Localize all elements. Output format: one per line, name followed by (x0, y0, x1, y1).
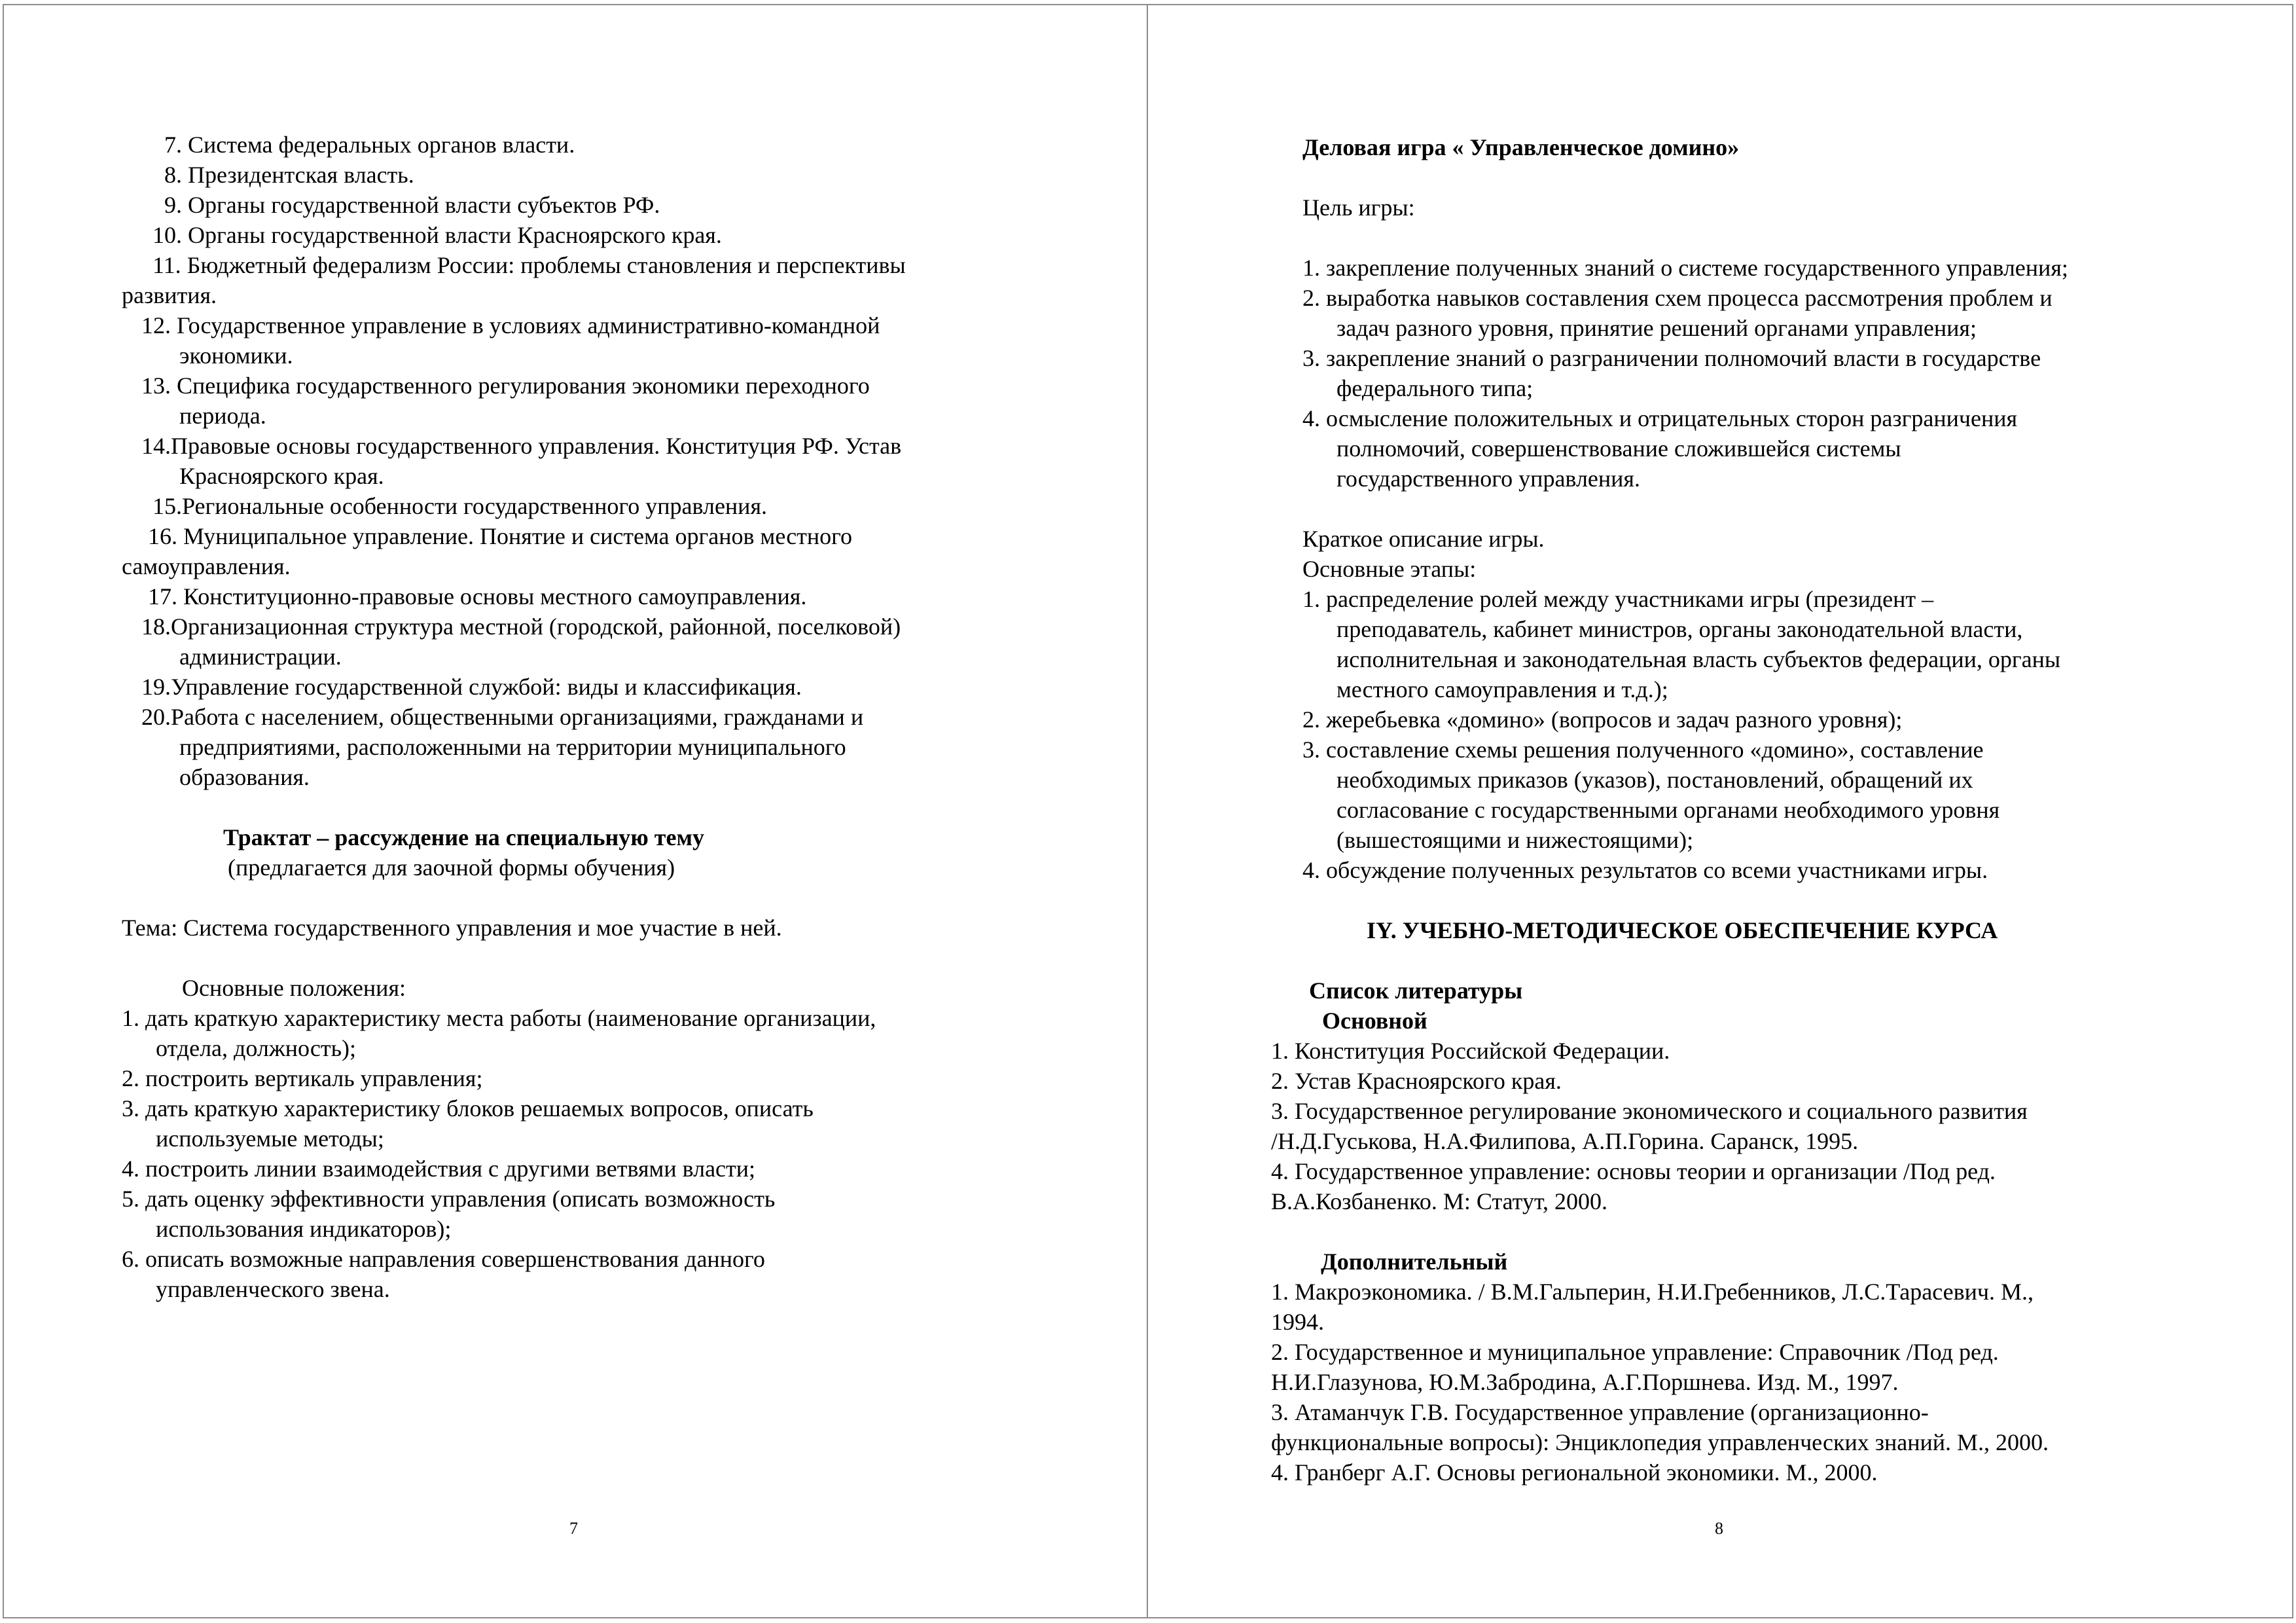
topic-line: 14.Правовые основы государственного управления. Конституция РФ. Устав (141, 433, 902, 459)
basics-line: 1. дать краткую характеристику места работы (наименование организации, (122, 1005, 876, 1031)
topic-line: образования. (179, 764, 310, 790)
left-page (3, 4, 1148, 1618)
basics-line: используемые методы; (156, 1125, 384, 1152)
goal-line: 2. выработка навыков составления схем процесса рассмотрения проблем и (1302, 285, 2053, 311)
basics-line: 2. построить вертикаль управления; (122, 1065, 483, 1091)
treatise-title: Трактат – рассуждение на специальную тему (223, 824, 704, 850)
topic-line: 8. Президентская власть. (164, 162, 414, 188)
literature-line: В.А.Козбаненко. М: Статут, 2000. (1271, 1188, 1607, 1214)
literature-line: функциональные вопросы): Энциклопедия управленческих знаний. М., 2000. (1271, 1429, 2049, 1455)
goal-line: 3. закрепление знаний о разграничении полномочий власти в государстве (1302, 345, 2041, 371)
basics-line: управленческого звена. (156, 1276, 390, 1302)
topic-line: Красноярского края. (179, 463, 384, 489)
page-number: 8 (1715, 1519, 1723, 1538)
stage-line: необходимых приказов (указов), постановлений, обращений их (1336, 767, 1973, 793)
topic-line: 10. Органы государственной власти Красноярского края. (152, 222, 722, 248)
treatise-subtitle: (предлагается для заочной формы обучения) (228, 854, 675, 881)
topic-line: экономики. (179, 342, 293, 369)
topic-line: самоуправления. (122, 553, 291, 579)
literature-line: 1. Макроэкономика. / В.М.Гальперин, Н.И.Гребенников, Л.С.Тарасевич. М., (1271, 1279, 2034, 1305)
literature-heading: Список литературы (1309, 977, 1523, 1004)
literature-line: 2. Государственное и муниципальное управление: Справочник /Под ред. (1271, 1339, 1999, 1365)
topic-line: 20.Работа с населением, общественными организациями, гражданами и (141, 704, 864, 730)
topic-line: 12. Государственное управление в условиях административно-командной (141, 312, 880, 338)
topic-line: 17. Конституционно-правовые основы местного самоуправления. (148, 583, 807, 610)
topic-line: администрации. (179, 644, 342, 670)
literature-line: 4. Гранберг А.Г. Основы региональной экономики. М., 2000. (1271, 1459, 1878, 1486)
topic-line: 19.Управление государственной службой: виды и классификация. (141, 674, 802, 700)
main-literature-heading: Основной (1322, 1008, 1427, 1034)
stage-line: 3. составление схемы решения полученного «домино», составление (1302, 737, 1984, 763)
topic-line: развития. (122, 282, 217, 308)
literature-line: 1. Конституция Российской Федерации. (1271, 1038, 1670, 1064)
goal-heading: Цель игры: (1302, 194, 1415, 221)
basics-line: использования индикаторов); (156, 1216, 452, 1242)
literature-line: 2. Устав Красноярского края. (1271, 1068, 1562, 1094)
basics-line: 4. построить линии взаимодействия с другими ветвями власти; (122, 1156, 756, 1182)
stage-line: 1. распределение ролей между участниками игры (президент – (1302, 586, 1934, 612)
topic-line: 15.Региональные особенности государственного управления. (152, 493, 768, 519)
topic-line: 11. Бюджетный федерализм России: проблемы становления и перспективы (152, 252, 906, 278)
basics-heading: Основные положения: (182, 975, 406, 1001)
goal-line: полномочий, совершенствование сложившейся системы (1336, 435, 1901, 462)
topic-line: 9. Органы государственной власти субъектов РФ. (164, 192, 660, 218)
literature-line: Н.И.Глазунова, Ю.М.Забродина, А.Г.Поршнева. Изд. М., 1997. (1271, 1369, 1899, 1395)
literature-line: 3. Атаманчук Г.В. Государственное управление (организационно- (1271, 1399, 1929, 1425)
goal-line: задач разного уровня, принятие решений органами управления; (1336, 315, 1977, 341)
stage-line: (вышестоящими и нижестоящими); (1336, 827, 1694, 853)
stage-line: преподаватель, кабинет министров, органы законодательной власти, (1336, 616, 2023, 642)
literature-line: 1994. (1271, 1309, 1324, 1335)
right-page (1147, 4, 2293, 1618)
section-title: IY. УЧЕБНО-МЕТОДИЧЕСКОЕ ОБЕСПЕЧЕНИЕ КУРСА (1367, 917, 1998, 943)
basics-line: 6. описать возможные направления совершенствования данного (122, 1246, 765, 1272)
literature-line: 3. Государственное регулирование экономического и социального развития (1271, 1098, 2028, 1124)
stages-heading: Основные этапы: (1302, 556, 1477, 582)
basics-line: 5. дать оценку эффективности управления (описать возможность (122, 1186, 776, 1212)
page-number: 7 (569, 1519, 578, 1538)
description-heading: Краткое описание игры. (1302, 526, 1545, 552)
stage-line: исполнительная и законодательная власть субъектов федерации, органы (1336, 646, 2061, 672)
stage-line: местного самоуправления и т.д.); (1336, 676, 1668, 702)
stage-line: согласование с государственными органами необходимого уровня (1336, 797, 2000, 823)
goal-line: государственного управления. (1336, 465, 1640, 492)
game-title: Деловая игра « Управленческое домино» (1302, 134, 1740, 160)
topic-line: предприятиями, расположенными на территории муниципального (179, 734, 846, 760)
goal-line: федерального типа; (1336, 375, 1534, 401)
topic-line: 13. Специфика государственного регулирования экономики переходного (141, 373, 870, 399)
theme-line: Тема: Система государственного управления и мое участие в ней. (122, 915, 782, 941)
literature-line: /Н.Д.Гуськова, Н.А.Филипова, А.П.Горина. Саранск, 1995. (1271, 1128, 1859, 1154)
topic-line: 7. Система федеральных органов власти. (164, 132, 575, 158)
basics-line: 3. дать краткую характеристику блоков решаемых вопросов, описать (122, 1095, 814, 1122)
stage-line: 2. жеребьевка «домино» (вопросов и задач разного уровня); (1302, 706, 1903, 733)
basics-line: отдела, должность); (156, 1035, 356, 1061)
stage-line: 4. обсуждение полученных результатов со всеми участниками игры. (1302, 857, 1988, 883)
topic-line: 16. Муниципальное управление. Понятие и система органов местного (148, 523, 853, 549)
goal-line: 1. закрепление полученных знаний о системе государственного управления; (1302, 255, 2068, 281)
topic-line: 18.Организационная структура местной (городской, районной, поселковой) (141, 613, 901, 640)
literature-line: 4. Государственное управление: основы теории и организации /Под ред. (1271, 1158, 1996, 1184)
additional-literature-heading: Дополнительный (1321, 1249, 1508, 1275)
topic-line: периода. (179, 403, 266, 429)
goal-line: 4. осмысление положительных и отрицательных сторон разграничения (1302, 405, 2018, 431)
